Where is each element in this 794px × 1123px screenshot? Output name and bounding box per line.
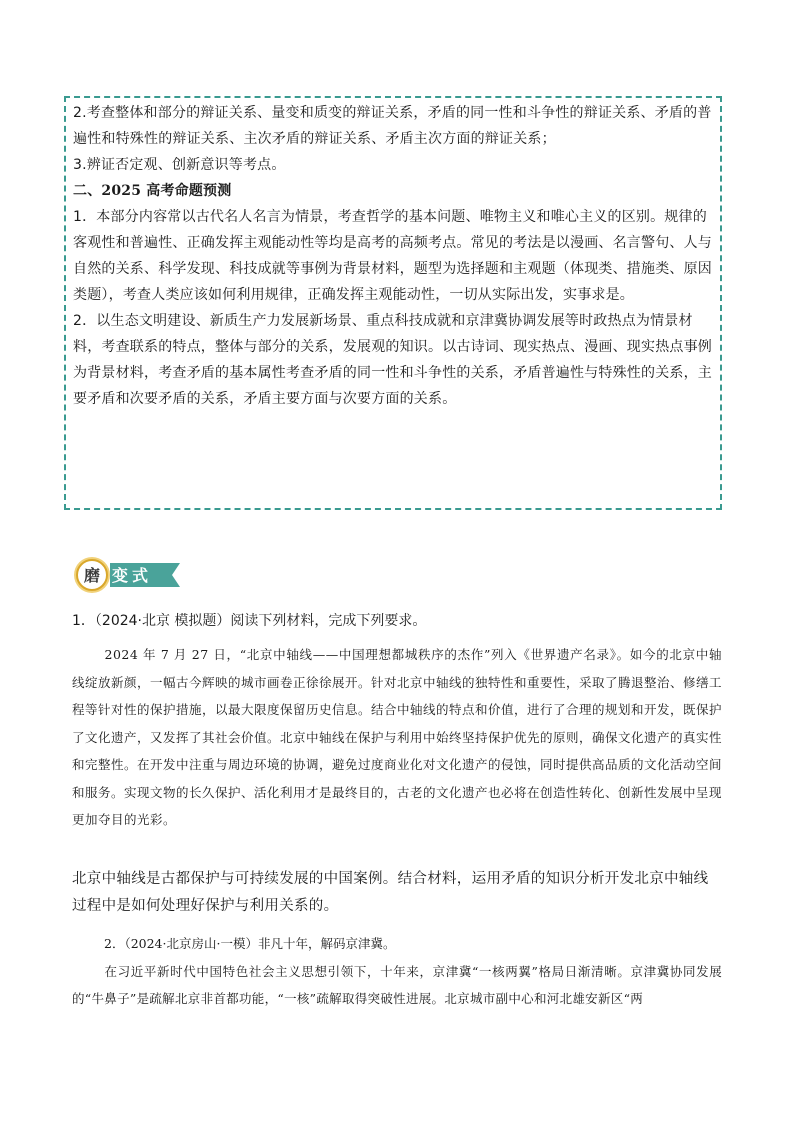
question-2-stem: 2．（2024·北京房山·一模）非凡十年，解码京津冀。 <box>104 936 396 951</box>
prediction-1: 1．本部分内容常以古代名人名言为情景，考查哲学的基本问题、唯物主义和唯心主义的区别。规律的客观性和普遍性、正确发挥主观能动性等均是高考的高频考点。常见的考法是以漫画、名言警句、人与自然的关系、科学发现、科技成就等事例为背景材料，题型为选择题和主观题（体现类、措施类、原因类题），考查人类应该如何利用规律，正确发挥主观能动性，一切从实际出发，实事求是。 <box>73 209 712 303</box>
prediction-2: 2．以生态文明建设、新质生产力发展新场景、重点科技成就和京津冀协调发展等时政热点为情景材料，考查联系的特点，整体与部分的关系，发展观的知识。以古诗词、现实热点、漫画、现实热点事例为背景材料，考查矛盾的基本属性考查矛盾的同一性和斗争性的关系，矛盾普遍性与特殊性的关系，主要矛盾和次要矛盾的关系，矛盾主要方面与次要方面的关系。 <box>73 313 712 407</box>
banner-label: 变式 <box>111 566 153 585</box>
prediction-heading: 二、2025 高考命题预测 <box>73 183 232 199</box>
variant-banner <box>72 555 188 595</box>
question-2-material: 在习近平新时代中国特色社会主义思想引领下，十年来，京津冀“一核两翼”格局日渐清晰。京津冀协同发展的“牛鼻子”是疏解北京非首都功能，“一核”疏解取得突破性进展。北京城市副中心和河北雄安新区“两 <box>72 964 722 1006</box>
question-1-material: 2024 年 7 月 27 日，“北京中轴线——中国理想都城秩序的杰作”列入《世界遗产名录》。如今的北京中轴线绽放新颜，一幅古今辉映的城市画卷正徐徐展开。针对北京中轴线的独特性和重要性，采取了腾退整治、修缮工程等针对性的保护措施，以最大限度保留历史信息。结合中轴线的特点和价值，进行了合理的规划和开发，既保护了文化遗产，又发挥了其社会价值。北京中轴线在保护与利用中始终坚持保护优先的原则，确保文化遗产的真实性和完整性。在开发中注重与周边环境的协调，避免过度商业化对文化遗产的侵蚀，同时提供高品质的文化活动空间和服务。实现文物的长久保护、活化利用才是最终目的，古老的文化遗产也必将在创造性转化、创新性发展中呈现更加夺目的光彩。 <box>72 647 723 827</box>
banner-icon-char: 磨 <box>83 566 101 585</box>
exam-analysis-box <box>64 96 722 510</box>
point-2: 2.考查整体和部分的辩证关系、量变和质变的辩证关系，矛盾的同一性和斗争性的辩证关系、矛盾的普遍性和特殊性的辩证关系、主次矛盾的辩证关系、矛盾主次方面的辩证关系； <box>73 105 712 147</box>
banner-graphic <box>72 555 188 595</box>
question-1-stem: 1．（2024·北京 模拟题）阅读下列材料，完成下列要求。 <box>72 613 427 629</box>
point-3: 3.辨证否定观、创新意识等考点。 <box>73 157 286 173</box>
question-1-task: 北京中轴线是古都保护与可持续发展的中国案例。结合材料，运用矛盾的知识分析开发北京中轴线过程中是如何处理好保护与利用关系的。 <box>72 871 709 914</box>
